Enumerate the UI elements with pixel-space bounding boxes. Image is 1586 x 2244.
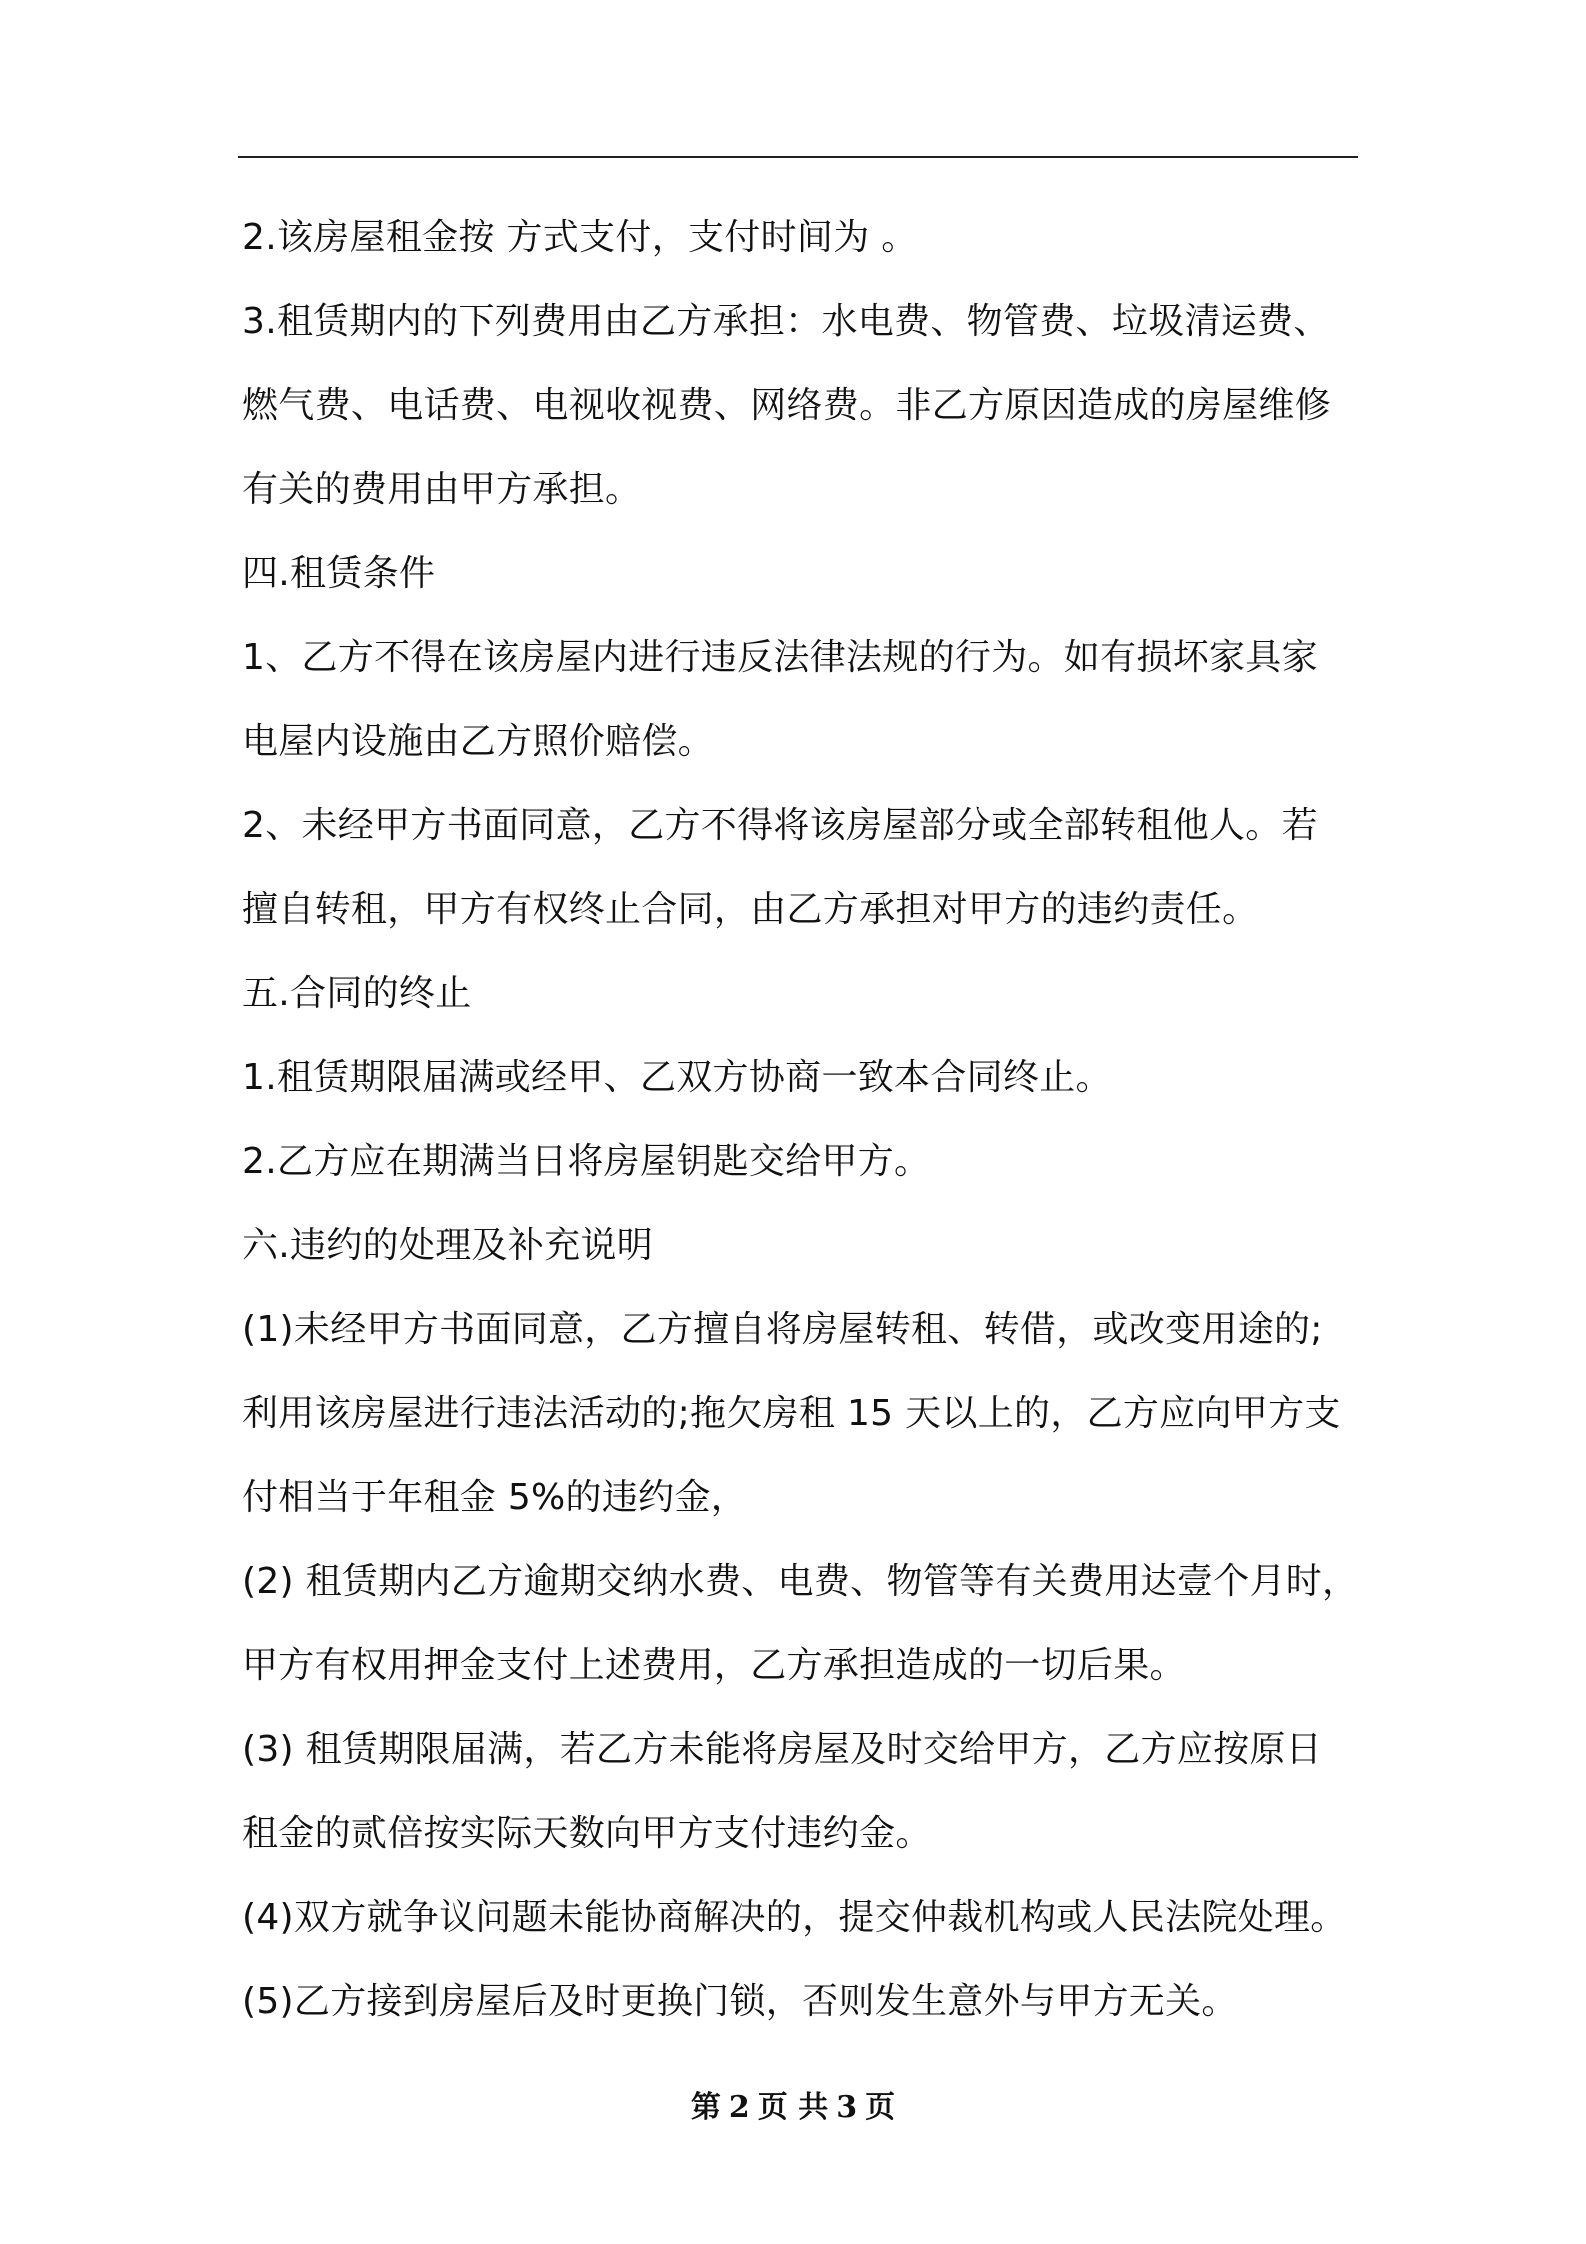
text-line: 擅自转租，甲方有权终止合同，由乙方承担对甲方的违约责任。 (242, 889, 1259, 930)
footer-prefix: 第 (690, 2090, 721, 2125)
text-line: 甲方有权用押金支付上述费用，乙方承担造成的一切后果。 (242, 1645, 1186, 1686)
text-line: 2.乙方应在期满当日将房屋钥匙交给甲方。 (242, 1141, 931, 1182)
page-footer (0, 2088, 1586, 2128)
header-divider (238, 156, 1358, 158)
text-line: 2、未经甲方书面同意，乙方不得将该房屋部分或全部转租他人。若 (242, 805, 1318, 846)
text-line: (5)乙方接到房屋后及时更换门锁，否则发生意外与甲方无关。 (242, 1981, 1238, 2022)
text-line: 1、乙方不得在该房屋内进行违反法律法规的行为。如有损坏家具家 (242, 637, 1318, 678)
text-line: 有关的费用由甲方承担。 (242, 469, 642, 510)
text-line: (4)双方就争议问题未能协商解决的，提交仲裁机构或人民法院处理。 (242, 1897, 1347, 1938)
text-line: 电屋内设施由乙方照价赔偿。 (242, 721, 714, 762)
text-line: 付相当于年租金 5%的违约金， (242, 1477, 748, 1518)
text-line: 燃气费、电话费、电视收视费、网络费。非乙方原因造成的房屋维修 (242, 385, 1332, 426)
total-page-count: 3 (836, 2090, 858, 2125)
text-line: (2) 租赁期内乙方逾期交纳水费、电费、物管等有关费用达壹个月时， (242, 1561, 1359, 1602)
text-line: 1.租赁期限届满或经甲、乙双方协商一致本合同终止。 (242, 1057, 1112, 1098)
section-heading: 六.违约的处理及补充说明 (242, 1225, 654, 1266)
text-line: 租金的贰倍按实际天数向甲方支付违约金。 (242, 1813, 932, 1854)
section-heading: 四.租赁条件 (242, 553, 436, 594)
current-page-number: 2 (728, 2090, 750, 2125)
text-line: (1)未经甲方书面同意，乙方擅自将房屋转租、转借，或改变用途的; (242, 1309, 1323, 1350)
section-heading: 五.合同的终止 (242, 973, 472, 1014)
text-line: 3.租赁期内的下列费用由乙方承担：水电费、物管费、垃圾清运费、 (242, 301, 1330, 342)
text-line: 利用该房屋进行违法活动的;拖欠房租 15 天以上的，乙方应向甲方支 (242, 1393, 1341, 1434)
footer-suffix: 页 (865, 2090, 896, 2125)
text-line: (3) 租赁期限届满，若乙方未能将房屋及时交给甲方，乙方应按原日 (242, 1729, 1323, 1770)
text-line: 2.该房屋租金按 方式支付，支付时间为 。 (242, 217, 918, 258)
footer-middle: 页 共 (757, 2090, 829, 2125)
document-body (242, 196, 1367, 2044)
